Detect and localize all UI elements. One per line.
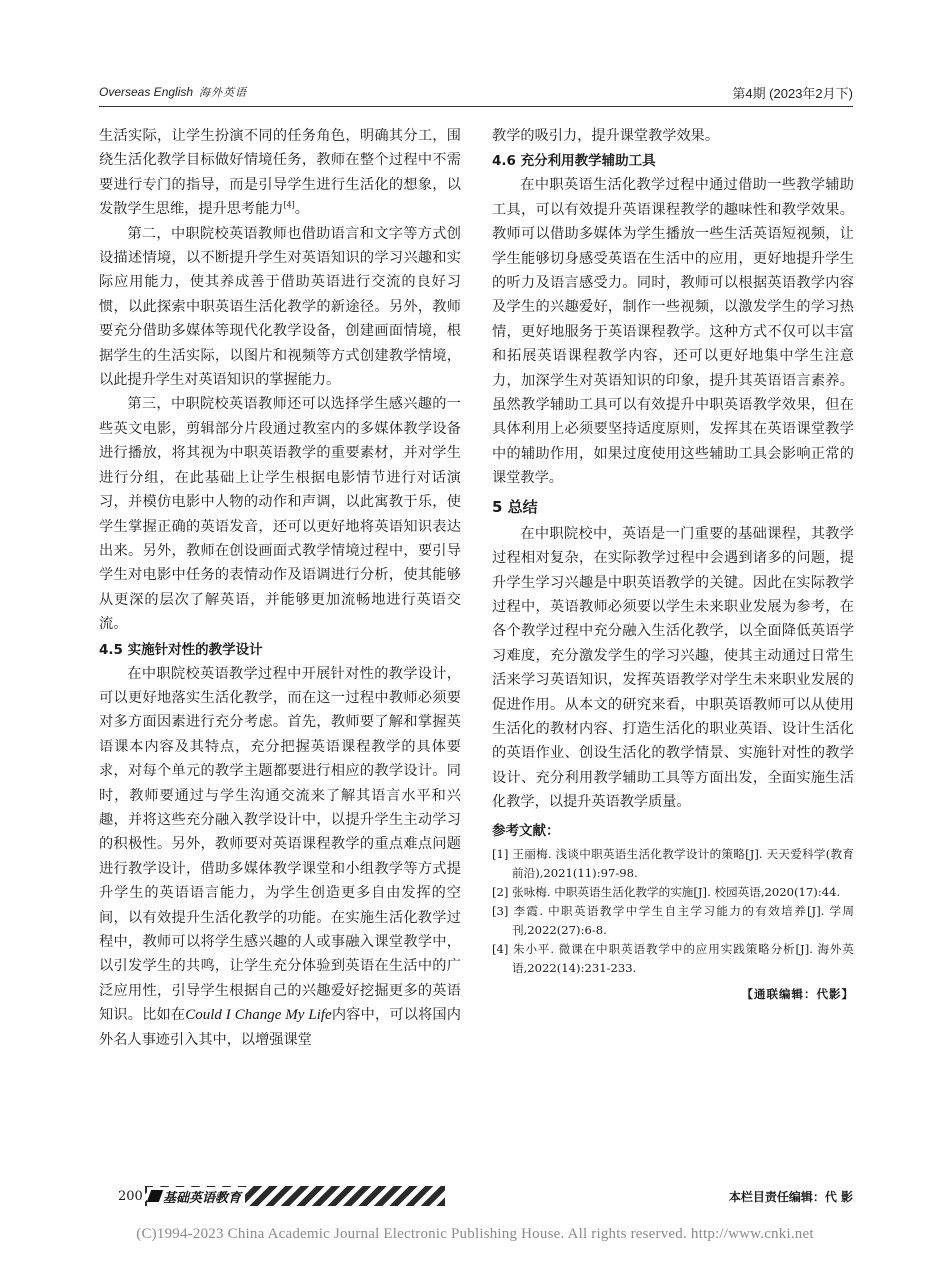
page-header xyxy=(99,84,853,104)
copyright-watermark: (C)1994-2023 China Academic Journal Electronic Publishing House. All rights reserved. http://www.cnki.net xyxy=(136,1226,814,1242)
paragraph: 教学的吸引力，提升课堂教学效果。 xyxy=(492,128,720,144)
left-column xyxy=(99,124,461,1052)
paragraph: 第二，中职院校英语教师也借助语言和文字等方式创设描述情境，以不断提升学生对英语知识的学习兴趣和实际应用能力，使其养成善于借助英语进行交流的良好习惯，以此探索中职英语生活化教学的新途径。另外，教师要充分借助多媒体等现代化教学设备，创建画面情境，根据学生的生活实际，以图片和视频等方式创建教学情境，以此提升学生对英语知识的掌握能力。 xyxy=(99,225,461,389)
reference-item: [1] 王丽梅. 浅谈中职英语生活化教学设计的策略[J]. 天天爱科学(教育前沿),2021(11):97-98. xyxy=(492,846,854,880)
reference-list xyxy=(492,845,854,978)
reference-item: [3] 李霞. 中职英语教学中学生自主学习能力的有效培养[J]. 学周刊,2022(27):6-8. xyxy=(492,903,854,937)
paragraph: 在中职院校英语教学过程中开展针对性的教学设计，可以更好地落实生活化教学，而在这一过程中教师必须要对多方面因素进行充分考虑。首先，教师要了解和掌握英语课本内容及其特点，充分把握英语课程教学的具体要求，对每个单元的教学主题都要进行相应的教学设计。同时，教师要通过与学生沟通交流来了解其语言水平和兴趣，并将这些充分融入教学设计中，以提升学生主动学习的积极性。另外，教师要对英语课程教学的重点难点问题进行教学设计，借助多媒体教学课堂和小组教学等方式提升学生的英语语言能力，为学生创造更多自由发挥的空间，以有效提升生活化教学的功能。在实施生活化教学过程中，教师可以将学生感兴趣的人或事融入课堂教学中，以引发学生的共鸣，让学生充分体验到英语在生活中的广泛应用性，引导学生根据自己的兴趣爱好挖掘更多的英语知识。比如在Could I Change My Life内容中，可以将国内外名人事迹引入其中，以增强课堂 xyxy=(99,665,461,1048)
page-number: 200 xyxy=(118,1189,143,1204)
paragraph: 在中职院校中，英语是一门重要的基础课程，其教学过程相对复杂，在实际教学过程中会遇到诸多的问题，提升学生学习兴趣是中职英语教学的关键。因此在实际教学过程中，英语教师必须要以学生未来职业发展为参考，在各个教学过程中充分融入生活化教学，以全面降低英语学习难度，充分激发学生的学习兴趣，使其主动通过日常生活来学习英语知识，发挥英语教学对学生未来职业发展的促进作用。从本文的研究来看，中职英语教师可以从使用生活化的教材内容、打造生活化的职业英语、设计生活化的英语作业、创设生活化的教学情景、实施针对性的教学设计、充分利用教学辅助工具等方面出发，全面实施生活化教学，以提升英语教学质量。 xyxy=(492,525,854,811)
paragraph: 第三，中职院校英语教师还可以选择学生感兴趣的一些英文电影，剪辑部分片段通过教室内的多媒体教学设备进行播放，将其视为中职英语教学的重要素材，并对学生进行分组，在此基础上让学生根据电影情节进行对话演习，并模仿电影中人物的动作和声调，以此寓教于乐，使学生掌握正确的英语发音，还可以更好地将英语知识表达出来。另外，教师在创设画面式教学情境过程中，要引导学生对电影中任务的表情动作及语调进行分析，使其能够从更深的层次了解英语，并能够更加流畅地进行英语交流。 xyxy=(99,396,461,633)
section-heading-4-6: 4.6 充分利用教学辅助工具 xyxy=(492,153,656,170)
issue-label: 第4期 (2023年2月下) xyxy=(732,86,853,101)
journal-name-en: Overseas English xyxy=(99,85,194,99)
column-editor: 本栏目责任编辑：代 影 xyxy=(728,1190,853,1204)
journal-name xyxy=(99,84,247,100)
paragraph: 在中职英语生活化教学过程中通过借助一些教学辅助工具，可以有效提升英语课程教学的趣味性和教学效果。教师可以借助多媒体为学生播放一些生活英语短视频，让学生能够切身感受英语在生活中的应用，更好地提升学生的听力及语言感受力。同时，教师可以根据英语教学内容及学生的兴趣爱好，制作一些视频，以激发学生的学习热情，更好地服务于英语课程教学。这种方式不仅可以丰富和拓展英语课程教学内容，还可以更好地集中学生注意力，加深学生对英语知识的印象，提升其英语语言素养。虽然教学辅助工具可以有效提升中职英语教学效果，但在具体利用上必须要坚持适度原则，发挥其在英语课堂教学中的辅助作用，如果过度使用这些辅助工具会影响正常的课堂教学。 xyxy=(492,177,854,487)
journal-name-cn: 海外英语 xyxy=(199,86,248,99)
citation: [4] xyxy=(283,200,295,210)
page-footer xyxy=(118,1184,853,1210)
section-heading-5: 5 总结 xyxy=(492,497,538,516)
header-rule xyxy=(99,106,853,107)
reference-item: [4] 朱小平. 微课在中职英语教学中的应用实践策略分析[J]. 海外英语,2022(14):231-233. xyxy=(492,941,854,975)
book-title: Could I Change My Life xyxy=(185,1007,332,1024)
footer-journal-name: 基础英语教育 xyxy=(147,1187,245,1206)
right-column xyxy=(492,124,854,1002)
reference-item: [2] 张咏梅. 中职英语生活化教学的实施[J]. 校园英语,2020(17):44. xyxy=(492,884,841,899)
footer-journal-banner xyxy=(145,1186,445,1206)
paragraph: 生活实际，让学生扮演不同的任务角色，明确其分工，围绕生活化教学目标做好情境任务，教师在整个过程中不需要进行专门的指导，而是引导学生进行生活化的想象，以发散学生思维，提升思考能力[4]。 xyxy=(99,128,461,218)
references-title: 参考文献： xyxy=(492,822,560,839)
editor-note: 【通联编辑：代影】 xyxy=(741,986,854,1001)
section-heading-4-5: 4.5 实施针对性的教学设计 xyxy=(99,641,263,658)
